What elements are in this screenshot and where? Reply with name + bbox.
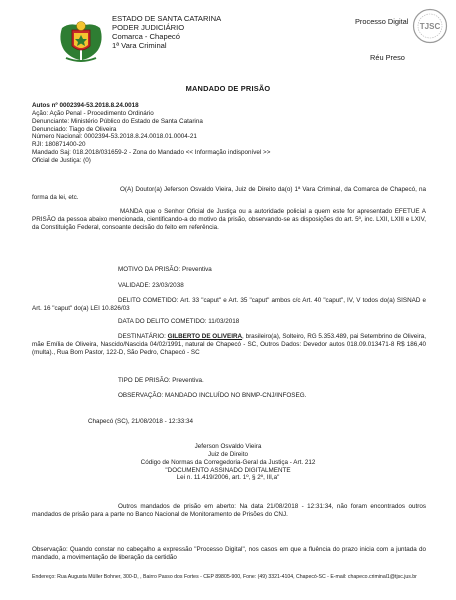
defendant-status-label: Réu Preso (370, 53, 405, 62)
crime-committed: DELITO COMETIDO: Art. 33 "caput" e Art. 35 "caput" ambos c/c Art. 40 "caput", IV, V todos do(a) SISNAD e Art. 16 "caput" do(a) LEI 10.826/03 (32, 297, 426, 312)
signature-block (0, 443, 456, 482)
case-defendant: Denunciado: Tiago de Oliveira (32, 125, 117, 133)
address-footer: Endereço: Rua Augusta Müller Bohner, 300-D, , Bairro Passo dos Fortes - CEP 89805-900, Fone: (49) 3321-4104, Chapecó-SC - E-mail: chapeco.criminal1@tjsc.jus.br (32, 574, 417, 580)
header-district: Comarca - Chapecó (112, 31, 180, 41)
document-title: MANDADO DE PRISÃO (185, 84, 271, 93)
recipient-details: , brasileiro(a), Solteiro, RG 5.353.489, pai Setembrino de Oliveira, mãe Emília de Oliveira, Nascido/Nascida 04/02/1991, natural de Chapecó - SC, Outros Dados: Devedor autos 018.09.013471-8 R$ 186,40 (multa)., Rua Bom Pastor, 122-D, São Pedro, Chapecó - SC (32, 333, 426, 356)
case-officer: Oficial de Justiça: (0) (32, 157, 91, 165)
warrant-validity: VALIDADE: 23/03/2038 (118, 282, 184, 289)
digital-signature-note: "DOCUMENTO ASSINADO DIGITALMENTE (165, 466, 291, 474)
court-header (112, 15, 221, 51)
case-national-number: Número Nacional: 0002394-53.2018.8.24.0018.01.0004-21 (32, 133, 197, 141)
header-court: 1ª Vara Criminal (112, 40, 167, 50)
case-number: Autos nº 0002394-53.2018.8.24.0018 (32, 102, 139, 109)
court-seal-stamp (412, 8, 448, 44)
case-plaintiff: Denunciante: Ministério Público do Estado de Santa Catarina (32, 117, 203, 125)
arrest-type: TIPO DE PRISÃO: Preventiva. (118, 377, 204, 384)
signature-law: Lei n. 11.419/2006, art. 1º, § 2º, III,a" (176, 474, 280, 482)
arrest-reason: MOTIVO DA PRISÃO: Preventiva (118, 266, 212, 273)
recipient-name: GILBERTO DE OLIVEIRA (167, 333, 243, 340)
judge-intro-paragraph: O(A) Doutor(a) Jeferson Osvaldo Vieira, Juiz de Direito da(o) 1ª Vara Criminal, da Comarca de Chapecó, na forma da lei, etc. (32, 186, 426, 201)
case-action: Ação: Ação Penal - Procedimento Ordinário (32, 109, 154, 117)
case-metadata (32, 102, 432, 165)
norms-code: Código de Normas da Corregedoria-Geral da Justiça - Art. 212 (140, 458, 316, 466)
crime-date: DATA DO DELITO COMETIDO: 11/03/2018 (118, 318, 240, 325)
header-state: ESTADO DE SANTA CATARINA (112, 14, 222, 23)
recipient-paragraph (32, 333, 426, 357)
header-branch: PODER JUDICIÁRIO (112, 22, 185, 32)
process-type-label: Processo Digital (355, 17, 409, 26)
judge-role: Juiz de Direito (208, 450, 248, 458)
svg-text:TJSC: TJSC (419, 22, 441, 31)
judge-name: Jeferson Osvaldo Vieira (194, 443, 262, 450)
place-and-date: Chapecó (SC), 21/08/2018 - 12:33:34 (88, 418, 194, 425)
observation-paragraph: Observação: Quando constar no cabeçalho a expressão "Processo Digital", nos casos em que a fluência do prazo inicia com a juntada do mandado, a movimentação de liberação da certidão (32, 546, 426, 561)
warrant-observation: OBSERVAÇÃO: MANDADO INCLUÍDO NO BNMP-CNJ/INFOSEG. (118, 392, 307, 399)
recipient-label: DESTINATÁRIO: (118, 333, 168, 340)
state-coat-of-arms-icon (58, 18, 104, 64)
case-rji: RJI: 180871400-20 (32, 141, 86, 149)
order-paragraph: MANDA que o Senhor Oficial de Justiça ou a autoridade policial a quem este for apresentado EFETUE A PRISÃO da pessoa abaixo mencionada, cientificando-a do motivo da prisão, observando-se as disposições do art. 5º, inc. LXII, LXIII e LXIV, da Constituição Federal, consoante decisão do feito em referência. (32, 208, 426, 231)
other-mandates-note: Outros mandados de prisão em aberto: Na data 21/08/2018 - 12:31:34, não foram encontrados outros mandados de prisão para a parte no Banco Nacional de Monitoramento de Prisões do CNJ. (32, 503, 426, 518)
case-mandate-saj: Mandado Saj: 018.2018/031659-2 - Zona do Mandado << Informação indisponível >> (32, 149, 271, 157)
